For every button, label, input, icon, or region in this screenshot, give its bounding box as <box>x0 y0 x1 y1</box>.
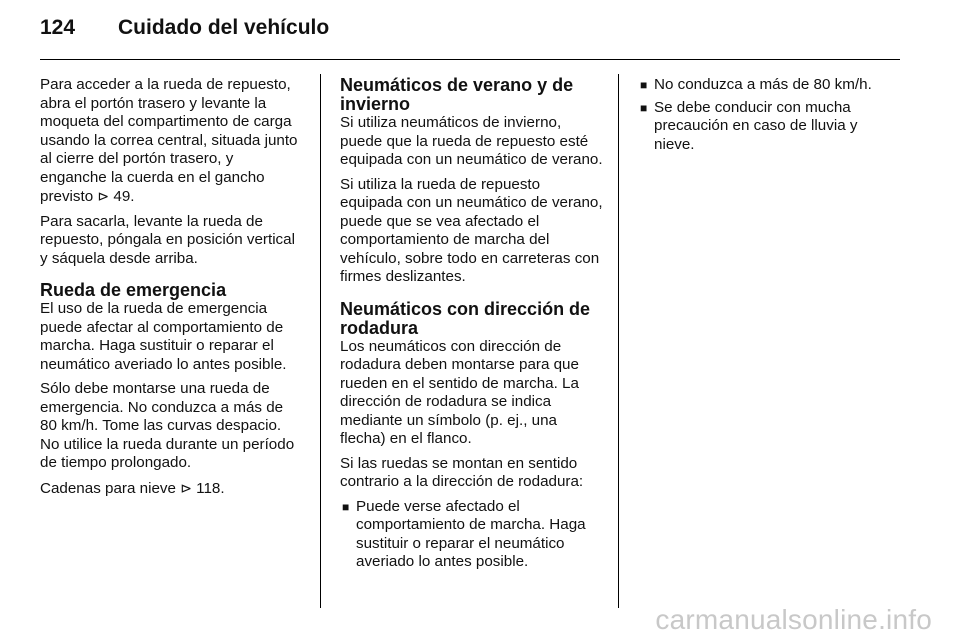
list-item: ■ No conduzca a más de 80 km/h. <box>640 76 872 93</box>
paragraph: Los neumáticos con dirección de rodadura deben montarse para que rueden en el sentido de marcha. La dirección de rodadura se indica mediante un símbolo (p. ej., una flecha) en el flanco. <box>340 337 579 447</box>
bullet-icon: ■ <box>342 499 350 514</box>
section-heading: Rueda de emergencia <box>40 280 227 300</box>
paragraph: Si las ruedas se montan en sentido contrario a la dirección de rodadura: <box>340 454 584 490</box>
paragraph: El uso de la rueda de emergencia puede afectar al comportamiento de marcha. Haga sustituir o reparar el neumático averiado lo antes posible. <box>40 300 287 373</box>
page-reference[interactable]: 49. <box>113 188 135 205</box>
column-1 <box>40 76 304 504</box>
page-reference-icon: ⊳ <box>97 188 110 204</box>
paragraph: Para sacarla, levante la rueda de repuesto, póngala en posición vertical y sáquela desde arriba. <box>40 212 295 267</box>
column-3 <box>638 76 900 158</box>
list-item: ■ Se debe conducir con mucha precaución en caso de lluvia y nieve. <box>640 98 858 153</box>
section-heading: Neumáticos con dirección de rodadura <box>340 298 591 338</box>
bullet-list <box>340 498 604 572</box>
paragraph: Si utiliza neumáticos de invierno, puede que la rueda de repuesto esté equipada con un neumático de verano. <box>340 114 603 168</box>
bullet-list <box>638 76 900 154</box>
paragraph: Si utiliza la rueda de repuesto equipada con un neumático de verano, puede que se vea afectado el comportamiento de marcha del vehículo, sobre todo en carreteras con firmes deslizantes. <box>340 175 603 285</box>
section-heading: Neumáticos de verano y de invierno <box>340 75 574 114</box>
paragraph: Sólo debe montarse una rueda de emergencia. No conduzca a más de 80 km/h. Tome las curvas despacio. No utilice la rueda durante un período de tiempo prolongado. <box>40 380 295 471</box>
column-divider <box>320 74 321 608</box>
page-reference-icon: ⊳ <box>180 479 192 496</box>
header-rule <box>40 59 900 60</box>
paragraph: Para acceder a la rueda de repuesto, abra el portón trasero y levante la moqueta del compartimento de carga usando la correa central, situada junto al cierre del portón trasero, y enganche la cuerda en el gancho previsto ⊳ 49. <box>40 76 298 205</box>
bullet-icon: ■ <box>640 78 648 92</box>
page-number: 124 <box>40 16 76 39</box>
paragraph: Cadenas para nieve ⊳ 118. <box>40 479 225 497</box>
page-header <box>40 16 329 46</box>
page-title: Cuidado del vehículo <box>118 16 330 39</box>
page-reference[interactable]: 118. <box>196 479 225 497</box>
bullet-icon: ■ <box>640 100 648 115</box>
column-2 <box>340 76 604 576</box>
watermark: carmanualsonline.info <box>655 604 932 635</box>
list-item: ■ Puede verse afectado el comportamiento de marcha. Haga sustituir o reparar el neumático averiado lo antes posible. <box>342 497 586 570</box>
column-divider <box>618 74 619 608</box>
